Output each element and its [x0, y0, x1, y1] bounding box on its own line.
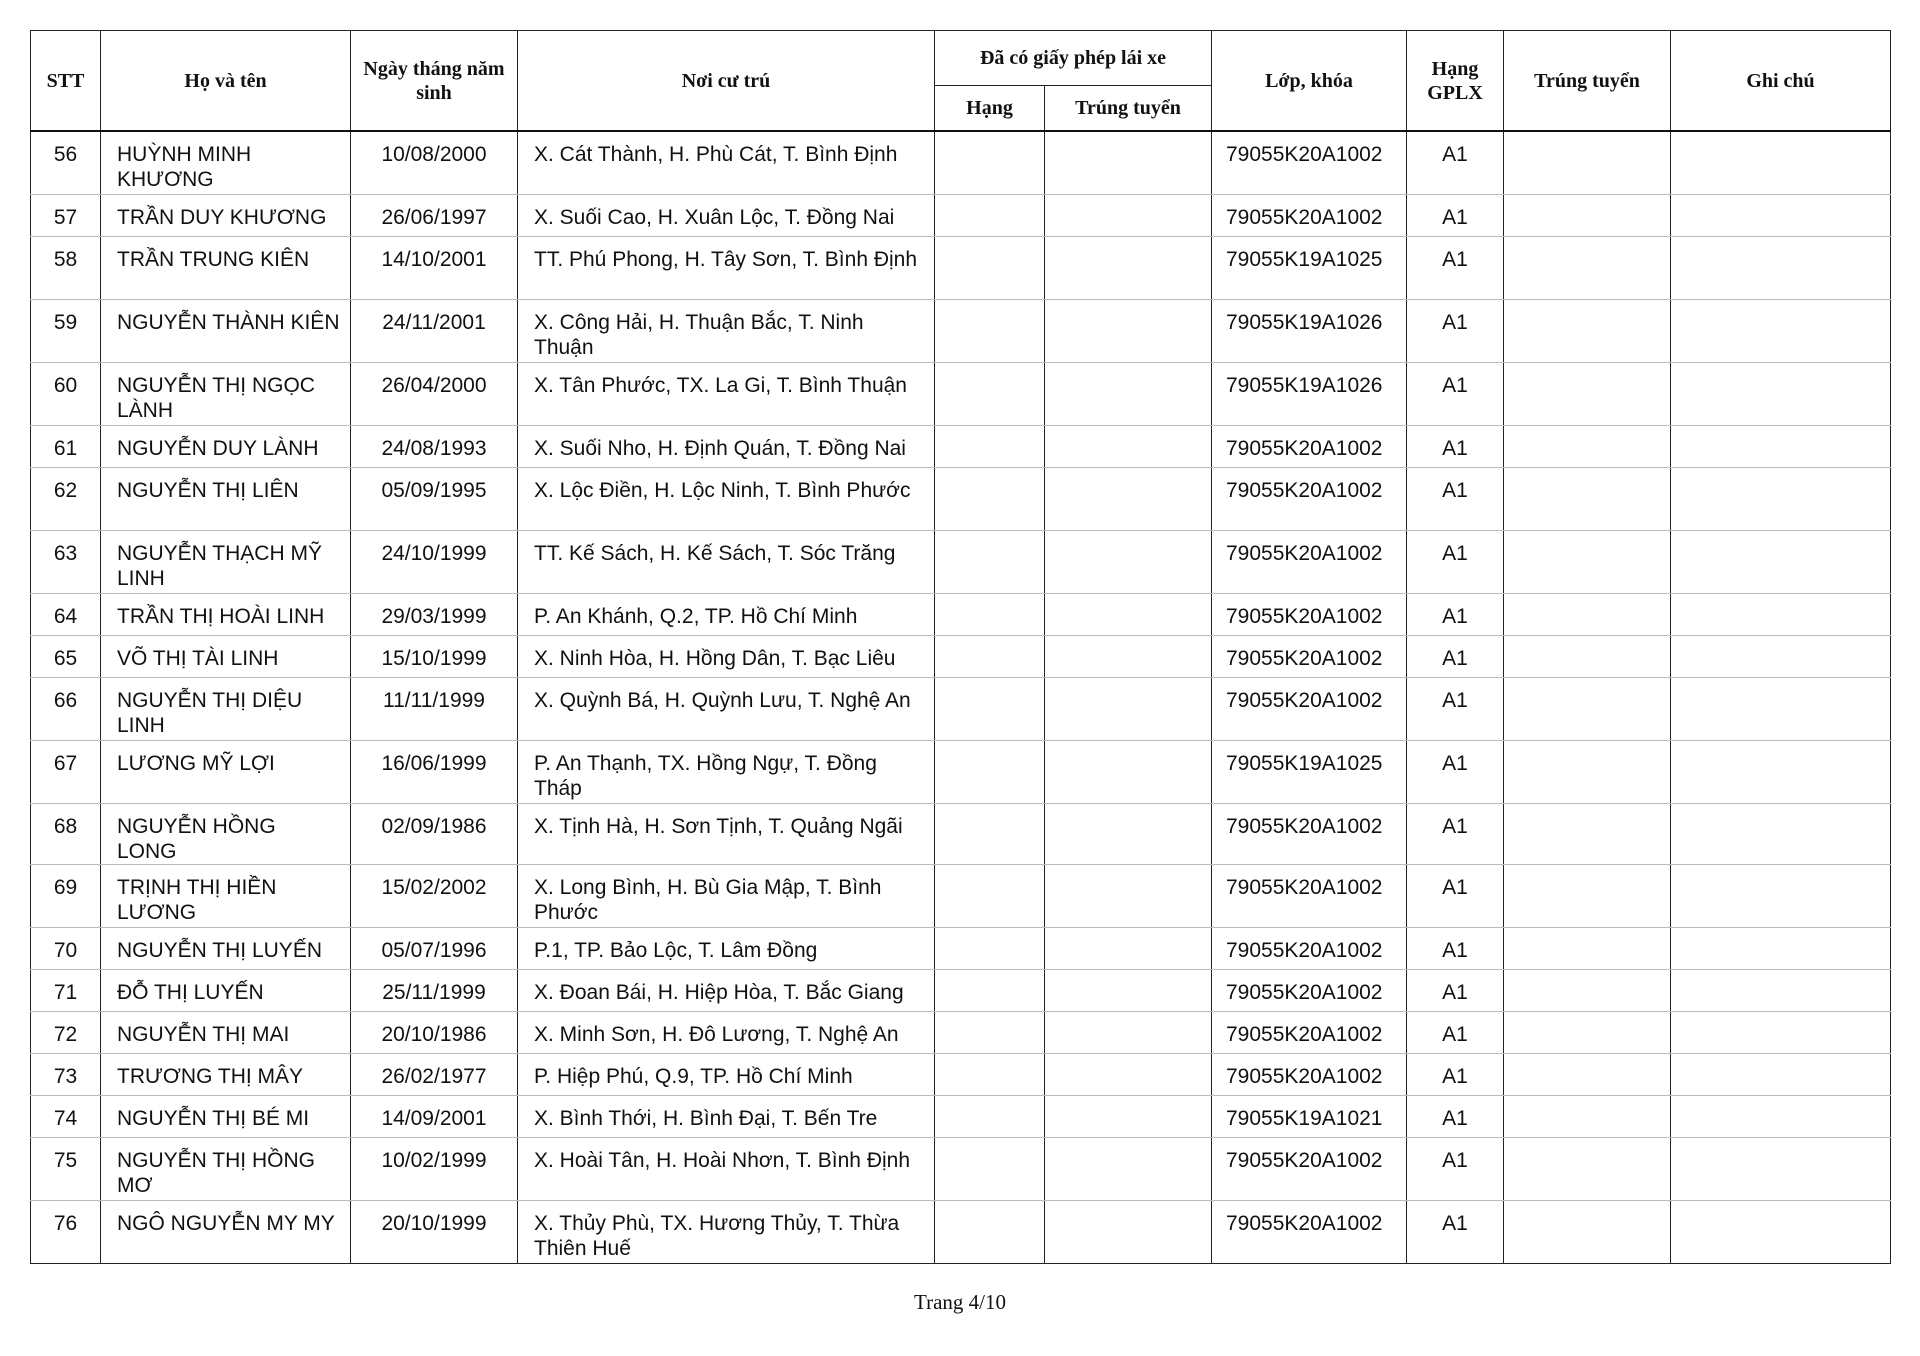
cell-dob: 26/04/2000 [351, 362, 518, 425]
cell-gplx-rank: A1 [1407, 194, 1504, 236]
cell-class-course: 79055K19A1025 [1212, 740, 1407, 803]
table-row [31, 803, 1891, 864]
cell-class-course: 79055K19A1021 [1212, 1095, 1407, 1137]
cell-address: TT. Kế Sách, H. Kế Sách, T. Sóc Trăng [518, 530, 935, 593]
cell-license-rank [935, 467, 1045, 530]
cell-passed [1504, 1200, 1671, 1263]
cell-stt: 68 [31, 803, 101, 864]
cell-name: NGUYỄN DUY LÀNH [101, 425, 351, 467]
cell-address: P. An Khánh, Q.2, TP. Hồ Chí Minh [518, 593, 935, 635]
cell-dob: 24/11/2001 [351, 299, 518, 362]
cell-name: TRƯƠNG THỊ MÂY [101, 1053, 351, 1095]
cell-address: X. Ninh Hòa, H. Hồng Dân, T. Bạc Liêu [518, 635, 935, 677]
cell-license-passed [1045, 362, 1212, 425]
cell-license-passed [1045, 677, 1212, 740]
cell-class-course: 79055K20A1002 [1212, 467, 1407, 530]
cell-stt: 62 [31, 467, 101, 530]
table-row [31, 635, 1891, 677]
cell-stt: 64 [31, 593, 101, 635]
cell-passed [1504, 740, 1671, 803]
cell-passed [1504, 194, 1671, 236]
cell-gplx-rank: A1 [1407, 740, 1504, 803]
cell-stt: 65 [31, 635, 101, 677]
cell-address: X. Long Bình, H. Bù Gia Mập, T. Bình Phước [518, 864, 935, 927]
cell-license-rank [935, 236, 1045, 299]
cell-license-passed [1045, 299, 1212, 362]
page-number: Trang 4/10 [914, 1290, 1006, 1314]
cell-passed [1504, 467, 1671, 530]
cell-license-rank [935, 740, 1045, 803]
table-row [31, 1200, 1891, 1263]
header-stt: STT [31, 31, 101, 132]
header-dob: Ngày tháng năm sinh [351, 31, 518, 132]
cell-notes [1671, 299, 1891, 362]
cell-stt: 69 [31, 864, 101, 927]
cell-name: LƯƠNG MỸ LỢI [101, 740, 351, 803]
cell-dob: 24/08/1993 [351, 425, 518, 467]
cell-class-course: 79055K20A1002 [1212, 864, 1407, 927]
header-gplx-rank: Hạng GPLX [1407, 31, 1504, 132]
cell-gplx-rank: A1 [1407, 864, 1504, 927]
cell-license-passed [1045, 1011, 1212, 1053]
cell-dob: 20/10/1999 [351, 1200, 518, 1263]
cell-license-passed [1045, 1200, 1212, 1263]
cell-gplx-rank: A1 [1407, 1053, 1504, 1095]
cell-notes [1671, 467, 1891, 530]
header-license-passed: Trúng tuyển [1045, 86, 1212, 132]
cell-license-passed [1045, 803, 1212, 864]
cell-address: TT. Phú Phong, H. Tây Sơn, T. Bình Định [518, 236, 935, 299]
cell-license-passed [1045, 927, 1212, 969]
cell-gplx-rank: A1 [1407, 236, 1504, 299]
cell-license-rank [935, 593, 1045, 635]
cell-dob: 26/02/1977 [351, 1053, 518, 1095]
cell-address: X. Bình Thới, H. Bình Đại, T. Bến Tre [518, 1095, 935, 1137]
cell-gplx-rank: A1 [1407, 593, 1504, 635]
cell-name: NGUYỄN THỊ NGỌC LÀNH [101, 362, 351, 425]
cell-notes [1671, 425, 1891, 467]
cell-license-passed [1045, 1137, 1212, 1200]
cell-dob: 05/07/1996 [351, 927, 518, 969]
cell-class-course: 79055K19A1026 [1212, 299, 1407, 362]
cell-dob: 15/10/1999 [351, 635, 518, 677]
cell-address: P. Hiệp Phú, Q.9, TP. Hồ Chí Minh [518, 1053, 935, 1095]
cell-stt: 60 [31, 362, 101, 425]
cell-gplx-rank: A1 [1407, 425, 1504, 467]
cell-dob: 25/11/1999 [351, 969, 518, 1011]
cell-notes [1671, 927, 1891, 969]
cell-stt: 70 [31, 927, 101, 969]
cell-license-rank [935, 362, 1045, 425]
cell-address: X. Cát Thành, H. Phù Cát, T. Bình Định [518, 131, 935, 194]
cell-stt: 72 [31, 1011, 101, 1053]
cell-address: X. Tân Phước, TX. La Gi, T. Bình Thuận [518, 362, 935, 425]
cell-passed [1504, 864, 1671, 927]
cell-notes [1671, 236, 1891, 299]
cell-dob: 15/02/2002 [351, 864, 518, 927]
cell-notes [1671, 194, 1891, 236]
cell-notes [1671, 1200, 1891, 1263]
table-row [31, 467, 1891, 530]
cell-notes [1671, 969, 1891, 1011]
table-row [31, 194, 1891, 236]
cell-address: P.1, TP. Bảo Lộc, T. Lâm Đồng [518, 927, 935, 969]
cell-class-course: 79055K20A1002 [1212, 425, 1407, 467]
cell-name: NGUYỄN THẠCH MỸ LINH [101, 530, 351, 593]
header-name: Họ và tên [101, 31, 351, 132]
cell-license-rank [935, 530, 1045, 593]
cell-gplx-rank: A1 [1407, 362, 1504, 425]
cell-license-passed [1045, 425, 1212, 467]
table-body [31, 131, 1891, 1263]
table-row [31, 236, 1891, 299]
cell-gplx-rank: A1 [1407, 635, 1504, 677]
cell-name: NGUYỄN THỊ MAI [101, 1011, 351, 1053]
cell-notes [1671, 1137, 1891, 1200]
table-row [31, 740, 1891, 803]
cell-class-course: 79055K20A1002 [1212, 677, 1407, 740]
cell-class-course: 79055K20A1002 [1212, 1053, 1407, 1095]
cell-notes [1671, 1095, 1891, 1137]
cell-class-course: 79055K20A1002 [1212, 1200, 1407, 1263]
cell-dob: 10/02/1999 [351, 1137, 518, 1200]
cell-name: NGUYỄN THỊ LIÊN [101, 467, 351, 530]
cell-notes [1671, 530, 1891, 593]
table-row [31, 1011, 1891, 1053]
cell-license-passed [1045, 194, 1212, 236]
cell-dob: 26/06/1997 [351, 194, 518, 236]
cell-stt: 61 [31, 425, 101, 467]
cell-address: X. Suối Nho, H. Định Quán, T. Đồng Nai [518, 425, 935, 467]
cell-license-passed [1045, 635, 1212, 677]
cell-gplx-rank: A1 [1407, 1200, 1504, 1263]
cell-license-rank [935, 803, 1045, 864]
cell-address: X. Đoan Bái, H. Hiệp Hòa, T. Bắc Giang [518, 969, 935, 1011]
cell-license-passed [1045, 969, 1212, 1011]
cell-dob: 14/09/2001 [351, 1095, 518, 1137]
cell-class-course: 79055K20A1002 [1212, 194, 1407, 236]
cell-license-passed [1045, 1095, 1212, 1137]
cell-license-rank [935, 131, 1045, 194]
cell-name: NGUYỄN THÀNH KIÊN [101, 299, 351, 362]
cell-stt: 73 [31, 1053, 101, 1095]
candidate-table [30, 30, 1891, 1264]
cell-license-rank [935, 194, 1045, 236]
cell-class-course: 79055K20A1002 [1212, 803, 1407, 864]
cell-class-course: 79055K20A1002 [1212, 593, 1407, 635]
header-passed: Trúng tuyển [1504, 31, 1671, 132]
cell-name: NGÔ NGUYỄN MY MY [101, 1200, 351, 1263]
cell-license-rank [935, 425, 1045, 467]
cell-license-rank [935, 677, 1045, 740]
cell-stt: 67 [31, 740, 101, 803]
cell-license-rank [935, 1011, 1045, 1053]
cell-license-passed [1045, 740, 1212, 803]
cell-passed [1504, 1095, 1671, 1137]
cell-gplx-rank: A1 [1407, 299, 1504, 362]
cell-name: TRẦN DUY KHƯƠNG [101, 194, 351, 236]
cell-stt: 66 [31, 677, 101, 740]
cell-dob: 05/09/1995 [351, 467, 518, 530]
cell-gplx-rank: A1 [1407, 131, 1504, 194]
cell-license-rank [935, 927, 1045, 969]
cell-dob: 29/03/1999 [351, 593, 518, 635]
cell-license-rank [935, 864, 1045, 927]
cell-address: P. An Thạnh, TX. Hồng Ngự, T. Đồng Tháp [518, 740, 935, 803]
cell-class-course: 79055K20A1002 [1212, 1011, 1407, 1053]
cell-passed [1504, 677, 1671, 740]
cell-notes [1671, 1053, 1891, 1095]
table-row [31, 1095, 1891, 1137]
cell-dob: 20/10/1986 [351, 1011, 518, 1053]
cell-name: ĐỖ THỊ LUYẾN [101, 969, 351, 1011]
cell-notes [1671, 593, 1891, 635]
cell-gplx-rank: A1 [1407, 927, 1504, 969]
cell-name: NGUYỄN THỊ DIỆU LINH [101, 677, 351, 740]
cell-passed [1504, 803, 1671, 864]
table-row [31, 593, 1891, 635]
cell-license-passed [1045, 864, 1212, 927]
cell-license-rank [935, 1200, 1045, 1263]
cell-license-passed [1045, 530, 1212, 593]
table-row [31, 1137, 1891, 1200]
cell-gplx-rank: A1 [1407, 1137, 1504, 1200]
cell-stt: 76 [31, 1200, 101, 1263]
cell-notes [1671, 131, 1891, 194]
cell-notes [1671, 740, 1891, 803]
cell-license-passed [1045, 131, 1212, 194]
cell-passed [1504, 969, 1671, 1011]
header-license-rank: Hạng [935, 86, 1045, 132]
cell-license-passed [1045, 1053, 1212, 1095]
header-address: Nơi cư trú [518, 31, 935, 132]
cell-license-rank [935, 1095, 1045, 1137]
cell-class-course: 79055K20A1002 [1212, 927, 1407, 969]
cell-name: TRỊNH THỊ HIỀN LƯƠNG [101, 864, 351, 927]
cell-passed [1504, 299, 1671, 362]
cell-class-course: 79055K20A1002 [1212, 969, 1407, 1011]
table-header [31, 31, 1891, 132]
cell-dob: 02/09/1986 [351, 803, 518, 864]
cell-address: X. Quỳnh Bá, H. Quỳnh Lưu, T. Nghệ An [518, 677, 935, 740]
cell-passed [1504, 1137, 1671, 1200]
cell-passed [1504, 362, 1671, 425]
cell-license-rank [935, 1137, 1045, 1200]
table-row [31, 530, 1891, 593]
table-row [31, 299, 1891, 362]
cell-stt: 71 [31, 969, 101, 1011]
cell-class-course: 79055K20A1002 [1212, 635, 1407, 677]
cell-license-passed [1045, 593, 1212, 635]
cell-license-passed [1045, 236, 1212, 299]
cell-name: NGUYỄN THỊ LUYẾN [101, 927, 351, 969]
cell-dob: 16/06/1999 [351, 740, 518, 803]
cell-license-rank [935, 299, 1045, 362]
cell-gplx-rank: A1 [1407, 467, 1504, 530]
cell-gplx-rank: A1 [1407, 530, 1504, 593]
cell-gplx-rank: A1 [1407, 803, 1504, 864]
cell-dob: 24/10/1999 [351, 530, 518, 593]
cell-address: X. Công Hải, H. Thuận Bắc, T. Ninh Thuận [518, 299, 935, 362]
cell-name: TRẦN THỊ HOÀI LINH [101, 593, 351, 635]
cell-address: X. Suối Cao, H. Xuân Lộc, T. Đồng Nai [518, 194, 935, 236]
cell-passed [1504, 927, 1671, 969]
cell-passed [1504, 1011, 1671, 1053]
cell-passed [1504, 635, 1671, 677]
cell-address: X. Tịnh Hà, H. Sơn Tịnh, T. Quảng Ngãi [518, 803, 935, 864]
cell-name: NGUYỄN THỊ BÉ MI [101, 1095, 351, 1137]
cell-gplx-rank: A1 [1407, 1095, 1504, 1137]
cell-gplx-rank: A1 [1407, 677, 1504, 740]
cell-dob: 11/11/1999 [351, 677, 518, 740]
cell-dob: 10/08/2000 [351, 131, 518, 194]
table-row [31, 1053, 1891, 1095]
cell-notes [1671, 677, 1891, 740]
cell-gplx-rank: A1 [1407, 969, 1504, 1011]
cell-dob: 14/10/2001 [351, 236, 518, 299]
cell-notes [1671, 362, 1891, 425]
table-row [31, 969, 1891, 1011]
cell-gplx-rank: A1 [1407, 1011, 1504, 1053]
table-row [31, 131, 1891, 194]
cell-class-course: 79055K20A1002 [1212, 1137, 1407, 1200]
table-row [31, 864, 1891, 927]
cell-address: X. Thủy Phù, TX. Hương Thủy, T. Thừa Thiên Huế [518, 1200, 935, 1263]
cell-name: VÕ THỊ TÀI LINH [101, 635, 351, 677]
cell-notes [1671, 864, 1891, 927]
cell-name: NGUYỄN THỊ HỒNG MƠ [101, 1137, 351, 1200]
cell-license-rank [935, 635, 1045, 677]
cell-class-course: 79055K20A1002 [1212, 131, 1407, 194]
cell-notes [1671, 803, 1891, 864]
cell-passed [1504, 236, 1671, 299]
cell-class-course: 79055K20A1002 [1212, 530, 1407, 593]
cell-notes [1671, 635, 1891, 677]
cell-stt: 75 [31, 1137, 101, 1200]
cell-name: TRẦN TRUNG KIÊN [101, 236, 351, 299]
cell-name: HUỲNH MINH KHƯƠNG [101, 131, 351, 194]
cell-license-rank [935, 1053, 1045, 1095]
cell-stt: 58 [31, 236, 101, 299]
cell-license-passed [1045, 467, 1212, 530]
cell-stt: 57 [31, 194, 101, 236]
table-row [31, 927, 1891, 969]
cell-stt: 74 [31, 1095, 101, 1137]
cell-address: X. Hoài Tân, H. Hoài Nhơn, T. Bình Định [518, 1137, 935, 1200]
cell-passed [1504, 1053, 1671, 1095]
cell-name: NGUYỄN HỒNG LONG [101, 803, 351, 864]
cell-class-course: 79055K19A1025 [1212, 236, 1407, 299]
header-class-course: Lớp, khóa [1212, 31, 1407, 132]
cell-passed [1504, 593, 1671, 635]
cell-passed [1504, 131, 1671, 194]
header-license-group: Đã có giấy phép lái xe [935, 31, 1212, 86]
cell-stt: 56 [31, 131, 101, 194]
cell-class-course: 79055K19A1026 [1212, 362, 1407, 425]
cell-address: X. Lộc Điền, H. Lộc Ninh, T. Bình Phước [518, 467, 935, 530]
cell-notes [1671, 1011, 1891, 1053]
cell-stt: 63 [31, 530, 101, 593]
table-row [31, 677, 1891, 740]
cell-stt: 59 [31, 299, 101, 362]
table-row [31, 362, 1891, 425]
cell-passed [1504, 425, 1671, 467]
cell-address: X. Minh Sơn, H. Đô Lương, T. Nghệ An [518, 1011, 935, 1053]
table-row [31, 425, 1891, 467]
cell-passed [1504, 530, 1671, 593]
cell-license-rank [935, 969, 1045, 1011]
header-notes: Ghi chú [1671, 31, 1891, 132]
